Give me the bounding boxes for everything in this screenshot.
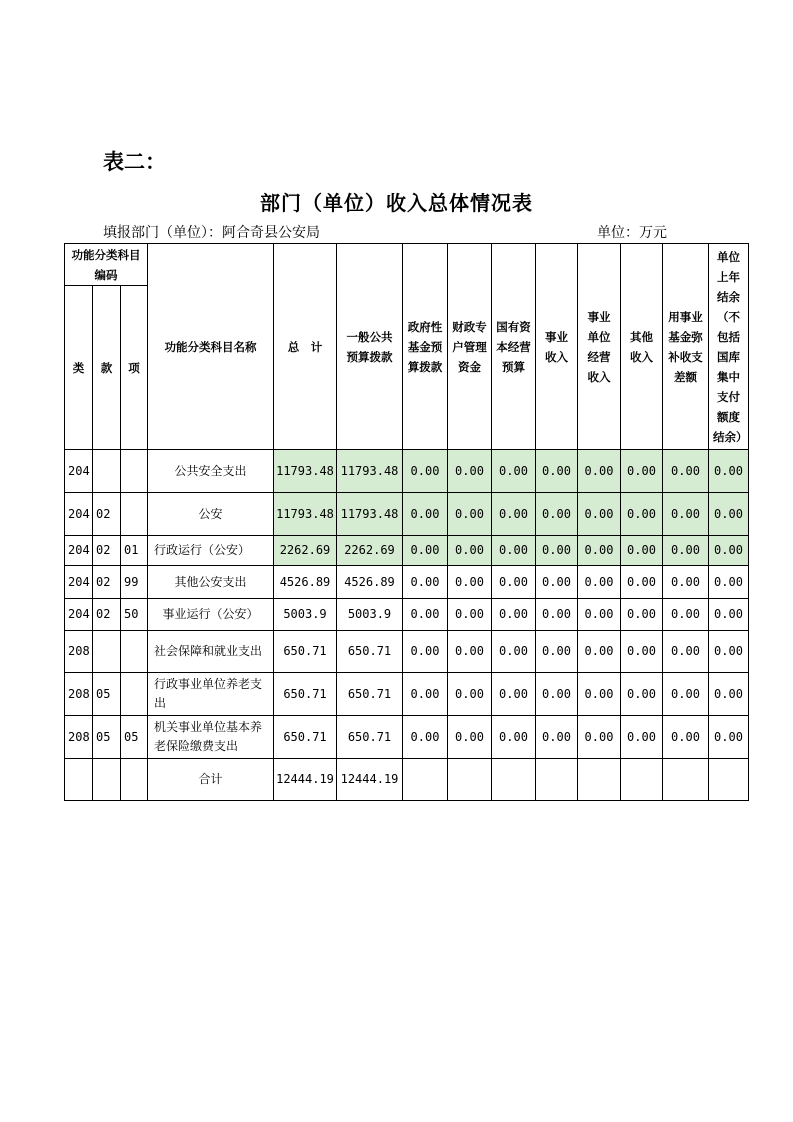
- empty-cell: [492, 759, 536, 801]
- kuan-cell: 02: [93, 536, 121, 566]
- biz-cell: 0.00: [578, 599, 621, 631]
- state-capital-cell: 0.00: [492, 536, 536, 566]
- state-capital-cell: 0.00: [492, 566, 536, 599]
- gov-fund-cell: 0.00: [403, 716, 448, 759]
- lei-cell: 204: [65, 599, 93, 631]
- name-cell: 机关事业单位基本养老保险缴费支出: [148, 716, 274, 759]
- fin-special-cell: 0.00: [448, 536, 492, 566]
- xiang-cell: 99: [121, 566, 148, 599]
- shiye-cell: 0.00: [536, 450, 578, 493]
- fund-cover-cell: 0.00: [663, 631, 709, 673]
- biz-cell: 0.00: [578, 536, 621, 566]
- xiang-cell: [121, 450, 148, 493]
- biz-cell: 0.00: [578, 631, 621, 673]
- empty-cell: [93, 759, 121, 801]
- gov-fund-cell: 0.00: [403, 450, 448, 493]
- grand-total-cell: 12444.19: [274, 759, 337, 801]
- biz-cell: 0.00: [578, 566, 621, 599]
- biz-cell: 0.00: [578, 716, 621, 759]
- general-cell: 11793.48: [337, 493, 403, 536]
- total-cell: 650.71: [274, 673, 337, 716]
- xiang-cell: 01: [121, 536, 148, 566]
- fin-special-cell: 0.00: [448, 631, 492, 673]
- kuan-cell: 05: [93, 673, 121, 716]
- fund-cover-cell: 0.00: [663, 566, 709, 599]
- total-cell: 11793.48: [274, 450, 337, 493]
- biz-cell: 0.00: [578, 450, 621, 493]
- page-title: 部门（单位）收入总体情况表: [260, 191, 533, 215]
- other-cell: 0.00: [621, 566, 663, 599]
- carryover-cell: 0.00: [709, 566, 749, 599]
- carryover-cell: 0.00: [709, 631, 749, 673]
- gov-fund-cell: 0.00: [403, 566, 448, 599]
- name-cell: 事业运行（公安）: [148, 599, 274, 631]
- shiye-cell: 0.00: [536, 599, 578, 631]
- total-row: [65, 759, 749, 801]
- empty-cell: [403, 759, 448, 801]
- state-capital-cell: 0.00: [492, 450, 536, 493]
- fund-cover-cell: 0.00: [663, 673, 709, 716]
- general-cell: 2262.69: [337, 536, 403, 566]
- kuan-cell: [93, 631, 121, 673]
- carryover-cell: 0.00: [709, 536, 749, 566]
- table-row: [65, 450, 749, 493]
- xiang-cell: [121, 631, 148, 673]
- other-cell: 0.00: [621, 631, 663, 673]
- state-capital-cell: 0.00: [492, 631, 536, 673]
- state-capital-cell: 0.00: [492, 493, 536, 536]
- other-cell: 0.00: [621, 536, 663, 566]
- fin-special-header: 财政专户管理资金: [448, 244, 492, 450]
- total-cell: 2262.69: [274, 536, 337, 566]
- other-cell: 0.00: [621, 599, 663, 631]
- shiye-cell: 0.00: [536, 536, 578, 566]
- empty-cell: [536, 759, 578, 801]
- name-header: 功能分类科目名称: [148, 244, 274, 450]
- shiye-cell: 0.00: [536, 631, 578, 673]
- total-label: 合计: [148, 759, 274, 801]
- total-cell: 11793.48: [274, 493, 337, 536]
- other-header: 其他收入: [621, 244, 663, 450]
- general-cell: 5003.9: [337, 599, 403, 631]
- fund-cover-cell: 0.00: [663, 716, 709, 759]
- other-cell: 0.00: [621, 673, 663, 716]
- name-cell: 公共安全支出: [148, 450, 274, 493]
- total-cell: 650.71: [274, 716, 337, 759]
- table-row: [65, 566, 749, 599]
- general-cell: 4526.89: [337, 566, 403, 599]
- lei-cell: 204: [65, 450, 93, 493]
- general-cell: 11793.48: [337, 450, 403, 493]
- table-label: 表二：: [103, 150, 166, 174]
- fund-cover-cell: 0.00: [663, 450, 709, 493]
- total-header: 总 计: [274, 244, 337, 450]
- carryover-cell: 0.00: [709, 450, 749, 493]
- lei-cell: 204: [65, 566, 93, 599]
- kuan-cell: 02: [93, 493, 121, 536]
- income-table: [64, 243, 749, 801]
- lei-cell: 208: [65, 631, 93, 673]
- other-cell: 0.00: [621, 493, 663, 536]
- empty-cell: [448, 759, 492, 801]
- kuan-cell: 05: [93, 716, 121, 759]
- grand-general-cell: 12444.19: [337, 759, 403, 801]
- shiye-cell: 0.00: [536, 673, 578, 716]
- xiang-cell: 50: [121, 599, 148, 631]
- fin-special-cell: 0.00: [448, 450, 492, 493]
- name-cell: 行政事业单位养老支出: [148, 673, 274, 716]
- empty-cell: [578, 759, 621, 801]
- state-capital-cell: 0.00: [492, 673, 536, 716]
- general-cell: 650.71: [337, 673, 403, 716]
- general-cell: 650.71: [337, 631, 403, 673]
- table-row: [65, 493, 749, 536]
- general-cell: 650.71: [337, 716, 403, 759]
- empty-cell: [621, 759, 663, 801]
- fund-cover-cell: 0.00: [663, 599, 709, 631]
- fill-unit: 填报部门（单位）：阿合奇县公安局: [103, 225, 320, 241]
- empty-cell: [663, 759, 709, 801]
- biz-cell: 0.00: [578, 493, 621, 536]
- xiang-header: 项: [121, 286, 148, 450]
- kuan-cell: [93, 450, 121, 493]
- state-capital-cell: 0.00: [492, 716, 536, 759]
- total-cell: 4526.89: [274, 566, 337, 599]
- fin-special-cell: 0.00: [448, 599, 492, 631]
- xiang-cell: [121, 493, 148, 536]
- carryover-cell: 0.00: [709, 673, 749, 716]
- other-cell: 0.00: [621, 450, 663, 493]
- carryover-header: 单位上年结余（不包括国库集中支付额度结余）: [709, 244, 749, 450]
- name-cell: 公安: [148, 493, 274, 536]
- fund-cover-header: 用事业基金弥补收支差额: [663, 244, 709, 450]
- other-cell: 0.00: [621, 716, 663, 759]
- table-row: [65, 673, 749, 716]
- fin-special-cell: 0.00: [448, 566, 492, 599]
- code-group-header: 功能分类科目编码: [65, 244, 148, 286]
- state-capital-cell: 0.00: [492, 599, 536, 631]
- name-cell: 社会保障和就业支出: [148, 631, 274, 673]
- fund-cover-cell: 0.00: [663, 493, 709, 536]
- table-row: [65, 716, 749, 759]
- shiye-cell: 0.00: [536, 716, 578, 759]
- state-capital-header: 国有资本经营预算: [492, 244, 536, 450]
- biz-cell: 0.00: [578, 673, 621, 716]
- table-row: [65, 631, 749, 673]
- lei-cell: 208: [65, 673, 93, 716]
- empty-cell: [65, 759, 93, 801]
- xiang-cell: [121, 673, 148, 716]
- empty-cell: [121, 759, 148, 801]
- total-cell: 650.71: [274, 631, 337, 673]
- gov-fund-cell: 0.00: [403, 599, 448, 631]
- xiang-cell: 05: [121, 716, 148, 759]
- table-row: [65, 599, 749, 631]
- unit-label: 单位：万元: [597, 225, 667, 241]
- lei-cell: 208: [65, 716, 93, 759]
- kuan-header: 款: [93, 286, 121, 450]
- empty-cell: [709, 759, 749, 801]
- carryover-cell: 0.00: [709, 716, 749, 759]
- name-cell: 行政运行（公安）: [148, 536, 274, 566]
- fin-special-cell: 0.00: [448, 673, 492, 716]
- kuan-cell: 02: [93, 566, 121, 599]
- table-row: [65, 536, 749, 566]
- lei-cell: 204: [65, 493, 93, 536]
- gov-fund-header: 政府性基金预算拨款: [403, 244, 448, 450]
- gov-fund-cell: 0.00: [403, 536, 448, 566]
- general-header: 一般公共预算拨款: [337, 244, 403, 450]
- fund-cover-cell: 0.00: [663, 536, 709, 566]
- fin-special-cell: 0.00: [448, 493, 492, 536]
- gov-fund-cell: 0.00: [403, 631, 448, 673]
- carryover-cell: 0.00: [709, 493, 749, 536]
- gov-fund-cell: 0.00: [403, 673, 448, 716]
- shiye-header: 事业收入: [536, 244, 578, 450]
- lei-header: 类: [65, 286, 93, 450]
- lei-cell: 204: [65, 536, 93, 566]
- total-cell: 5003.9: [274, 599, 337, 631]
- shiye-cell: 0.00: [536, 493, 578, 536]
- name-cell: 其他公安支出: [148, 566, 274, 599]
- carryover-cell: 0.00: [709, 599, 749, 631]
- fin-special-cell: 0.00: [448, 716, 492, 759]
- shiye-cell: 0.00: [536, 566, 578, 599]
- kuan-cell: 02: [93, 599, 121, 631]
- biz-header: 事业单位经营收入: [578, 244, 621, 450]
- gov-fund-cell: 0.00: [403, 493, 448, 536]
